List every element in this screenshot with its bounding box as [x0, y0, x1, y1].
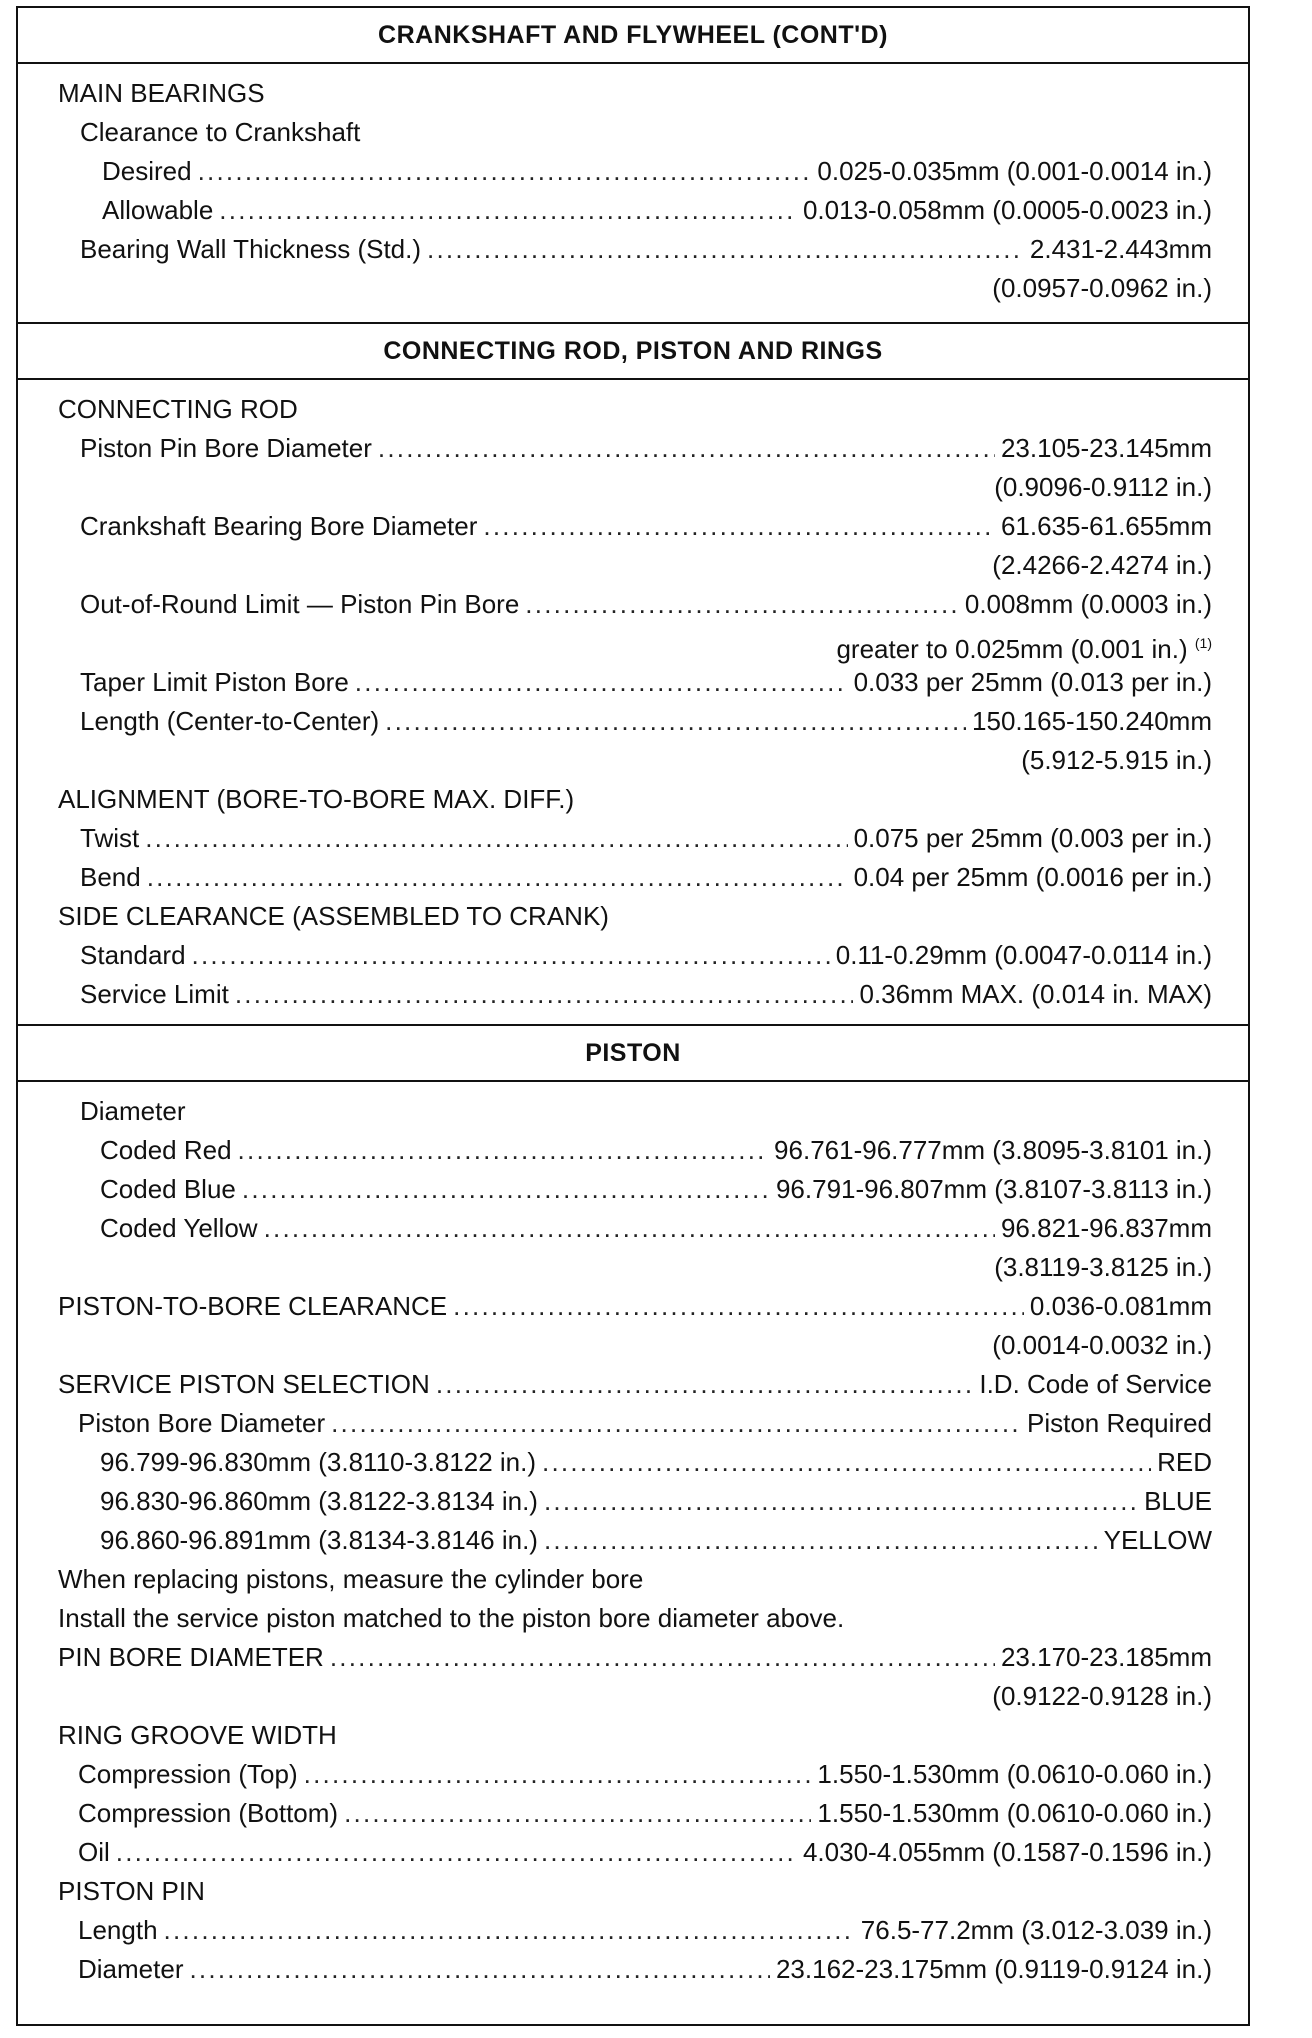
spec-label: Compression (Top): [78, 1759, 298, 1789]
spec-row-twist: [80, 819, 1212, 857]
spec-value-continued: (0.0014-0.0032 in.): [992, 1330, 1212, 1360]
spec-label: SERVICE PISTON SELECTION: [58, 1369, 430, 1399]
piston-pin-heading: PISTON PIN: [58, 1876, 205, 1906]
spec-label: 96.799-96.830mm (3.8110-3.8122 in.): [100, 1447, 537, 1477]
spec-label: Bearing Wall Thickness (Std.): [80, 234, 422, 264]
spec-label: Coded Blue: [100, 1174, 236, 1204]
spec-value: 2.431-2.443mm: [1029, 234, 1212, 264]
spec-value: 23.170-23.185mm: [1000, 1642, 1212, 1672]
spec-value: 23.105-23.145mm: [1000, 433, 1212, 463]
spec-label: Length (Center-to-Center): [80, 706, 380, 736]
spec-label: Oil: [78, 1837, 110, 1867]
spec-value: 0.11-0.29mm (0.0047-0.0114 in.): [835, 940, 1212, 970]
note-line-2: Install the service piston matched to the piston bore diameter above.: [58, 1603, 845, 1633]
section-title-connecting-rod: CONNECTING ROD, PISTON AND RINGS: [18, 322, 1248, 380]
alignment-heading: ALIGNMENT (BORE-TO-BORE MAX. DIFF.): [58, 784, 575, 814]
spec-sheet: [16, 6, 1250, 2026]
spec-row-service-limit: [80, 975, 1212, 1013]
spec-row-select-blue: [100, 1482, 1212, 1520]
spec-row-wall-thickness: [80, 230, 1212, 268]
spec-label: Service Limit: [80, 979, 229, 1009]
spec-value: 61.635-61.655mm: [1000, 511, 1212, 541]
spec-label: 96.830-96.860mm (3.8122-3.8134 in.): [100, 1486, 538, 1516]
spec-value: 0.04 per 25mm (0.0016 per in.): [853, 862, 1212, 892]
footnote-marker: (1): [1194, 635, 1212, 651]
ring-groove-heading: RING GROOVE WIDTH: [58, 1720, 337, 1750]
spec-value-continued: (0.0957-0.0962 in.): [992, 273, 1212, 303]
spec-label: Piston Bore Diameter: [78, 1408, 326, 1438]
spec-label: Standard: [80, 940, 186, 970]
side-clearance-heading: SIDE CLEARANCE (ASSEMBLED TO CRANK): [58, 901, 609, 931]
spec-row-oil: [78, 1833, 1212, 1871]
spec-row-service-selection: [58, 1365, 1212, 1403]
spec-value: 1.550-1.530mm (0.0610-0.060 in.): [817, 1798, 1212, 1828]
spec-row-select-yellow: [100, 1521, 1212, 1559]
spec-value-continued: (3.8119-3.8125 in.): [994, 1252, 1212, 1282]
spec-value: 76.5-77.2mm (3.012-3.039 in.): [860, 1915, 1212, 1945]
spec-row-standard: [80, 936, 1212, 974]
spec-label: PISTON-TO-BORE CLEARANCE: [58, 1291, 448, 1321]
spec-value-continued: [836, 624, 1212, 668]
spec-row-crank-bore: [80, 507, 1212, 545]
spec-label: Twist: [80, 823, 140, 853]
spec-value: 0.075 per 25mm (0.003 per in.): [853, 823, 1212, 853]
connecting-rod-heading: CONNECTING ROD: [58, 394, 298, 424]
spec-row-compression-bottom: [78, 1794, 1212, 1832]
spec-label: Bend: [80, 862, 141, 892]
spec-label: Coded Red: [100, 1135, 232, 1165]
spec-value: 96.761-96.777mm (3.8095-3.8101 in.): [774, 1135, 1212, 1165]
spec-value: 0.013-0.058mm (0.0005-0.0023 in.): [802, 195, 1212, 225]
spec-value-continued: (0.9122-0.9128 in.): [992, 1681, 1212, 1711]
spec-row-compression-top: [78, 1755, 1212, 1793]
spec-value: 0.033 per 25mm (0.013 per in.): [853, 667, 1212, 697]
spec-label: Crankshaft Bearing Bore Diameter: [80, 511, 478, 541]
spec-value: YELLOW: [1103, 1525, 1212, 1555]
spec-label: Length: [78, 1915, 158, 1945]
spec-label: Allowable: [102, 195, 214, 225]
spec-row-pin-length: [78, 1911, 1212, 1949]
spec-value-continued: (2.4266-2.4274 in.): [992, 550, 1212, 580]
spec-value-continued: (5.912-5.915 in.): [1021, 745, 1212, 775]
spec-value: 96.821-96.837mm: [1000, 1213, 1212, 1243]
spec-label: Taper Limit Piston Bore: [80, 667, 349, 697]
spec-value: BLUE: [1144, 1486, 1212, 1516]
section-title-piston: PISTON: [18, 1024, 1248, 1082]
spec-row-pin-bore: [80, 429, 1212, 467]
spec-value: 0.008mm (0.0003 in.): [964, 589, 1212, 619]
spec-row-out-of-round: [80, 585, 1212, 623]
spec-label: Out-of-Round Limit — Piston Pin Bore: [80, 589, 520, 619]
spec-value: 4.030-4.055mm (0.1587-0.1596 in.): [802, 1837, 1212, 1867]
spec-row-taper: [80, 663, 1212, 701]
spec-row-bend: [80, 858, 1212, 896]
spec-row-pin-diameter: [78, 1950, 1212, 1988]
spec-value: 0.36mm MAX. (0.014 in. MAX): [859, 979, 1212, 1009]
spec-value: 150.165-150.240mm: [972, 706, 1212, 736]
spec-row-coded-yellow: [100, 1209, 1212, 1247]
spec-row-coded-red: [100, 1131, 1212, 1169]
spec-row-length: [80, 702, 1212, 740]
diameter-heading: Diameter: [80, 1096, 186, 1126]
main-bearings-heading: MAIN BEARINGS: [58, 78, 265, 108]
spec-label: 96.860-96.891mm (3.8134-3.8146 in.): [100, 1525, 538, 1555]
spec-label: PIN BORE DIAMETER: [58, 1642, 324, 1672]
note-line-1: When replacing pistons, measure the cylinder bore: [58, 1564, 644, 1594]
spec-value: 23.162-23.175mm (0.9119-0.9124 in.): [775, 1954, 1212, 1984]
spec-row-allowable: [102, 191, 1212, 229]
spec-label: Compression (Bottom): [78, 1798, 339, 1828]
clearance-subheading: Clearance to Crankshaft: [80, 117, 361, 147]
spec-value: Piston Required: [1027, 1408, 1212, 1438]
spec-value: 96.791-96.807mm (3.8107-3.8113 in.): [775, 1174, 1212, 1204]
spec-value: 1.550-1.530mm (0.0610-0.060 in.): [817, 1759, 1212, 1789]
spec-row-bore-diameter: [78, 1404, 1212, 1442]
spec-label: Desired: [102, 156, 192, 186]
spec-label: Piston Pin Bore Diameter: [80, 433, 372, 463]
spec-row-pin-bore-diameter: [58, 1638, 1212, 1676]
spec-value: RED: [1157, 1447, 1212, 1477]
spec-row-piston-to-bore: [58, 1287, 1212, 1325]
section-title-crankshaft: CRANKSHAFT AND FLYWHEEL (CONT'D): [18, 8, 1248, 64]
spec-row-coded-blue: [100, 1170, 1212, 1208]
spec-value: 0.036-0.081mm: [1029, 1291, 1212, 1321]
spec-label: Diameter: [78, 1954, 184, 1984]
spec-label: Coded Yellow: [100, 1213, 258, 1243]
spec-value-continued: (0.9096-0.9112 in.): [994, 472, 1212, 502]
spec-value: I.D. Code of Service: [979, 1369, 1212, 1399]
spec-value: 0.025-0.035mm (0.001-0.0014 in.): [817, 156, 1212, 186]
spec-row-select-red: [100, 1443, 1212, 1481]
spec-value-text: greater to 0.025mm (0.001 in.): [836, 634, 1188, 664]
spec-row-desired: [102, 152, 1212, 190]
